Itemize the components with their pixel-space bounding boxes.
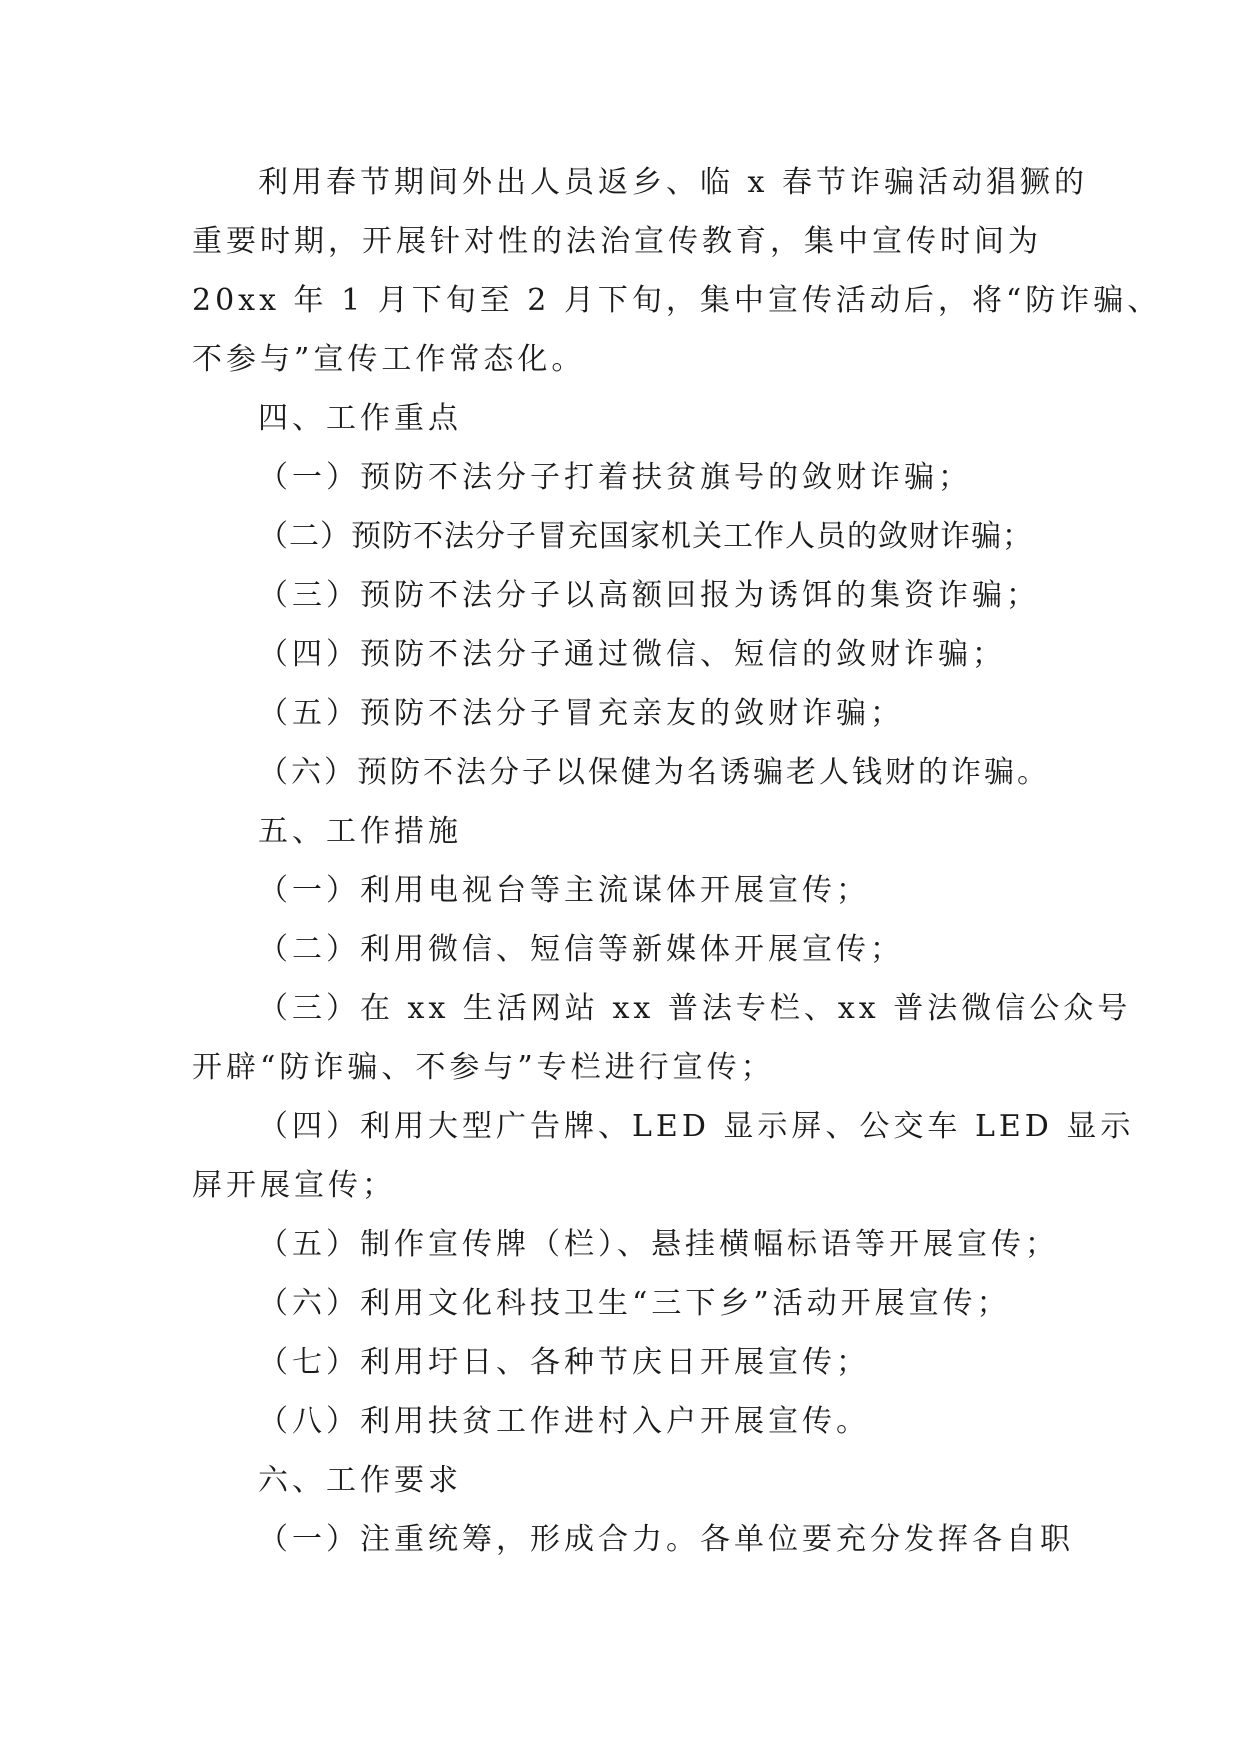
list-item: （一）注重统筹，形成合力。各单位要充分发挥各自职 <box>258 1522 1074 1557</box>
list-item: （一）预防不法分子打着扶贫旗号的敛财诈骗； <box>258 460 972 495</box>
list-item: （五）制作宣传牌（栏）、悬挂横幅标语等开展宣传； <box>258 1227 1059 1262</box>
paragraph-line: 不参与”宣传工作常态化。 <box>192 342 586 377</box>
paragraph-line: 利用春节期间外出人员返乡、临 x 春节诈骗活动猖獗的 <box>258 165 1088 200</box>
list-item: （二）预防不法分子冒充国家机关工作人员的敛财诈骗； <box>258 519 1033 554</box>
list-item: （八）利用扶贫工作进村入户开展宣传。 <box>258 1404 870 1439</box>
list-item: （三）预防不法分子以高额回报为诱饵的集资诈骗； <box>258 578 1040 613</box>
paragraph-line: 屏开展宣传； <box>192 1168 396 1203</box>
section-heading: 五、工作措施 <box>258 814 462 849</box>
list-item: （三）在 xx 生活网站 xx 普法专栏、xx 普法微信公众号 <box>258 991 1132 1026</box>
section-heading: 六、工作要求 <box>258 1463 462 1498</box>
paragraph-line: 开辟“防诈骗、不参与”专栏进行宣传； <box>192 1050 775 1085</box>
paragraph-line: 重要时期，开展针对性的法治宣传教育，集中宣传时间为 <box>192 224 1042 259</box>
section-heading: 四、工作重点 <box>258 401 462 436</box>
list-item: （五）预防不法分子冒充亲友的敛财诈骗； <box>258 696 904 731</box>
list-item: （七）利用圩日、各种节庆日开展宣传； <box>258 1345 870 1380</box>
list-item: （六）利用文化科技卫生“三下乡”活动开展宣传； <box>258 1286 1011 1321</box>
list-item: （四）利用大型广告牌、LED 显示屏、公交车 LED 显示 <box>258 1109 1135 1144</box>
list-item: （二）利用微信、短信等新媒体开展宣传； <box>258 932 904 967</box>
list-item: （六）预防不法分子以保健为名诱骗老人钱财的诈骗。 <box>258 755 1050 790</box>
list-item: （四）预防不法分子通过微信、短信的敛财诈骗； <box>258 637 1006 672</box>
list-item: （一）利用电视台等主流谋体开展宣传； <box>258 873 870 908</box>
paragraph-line: 20xx 年 1 月下旬至 2 月下旬，集中宣传活动后，将“防诈骗、 <box>192 283 1162 318</box>
